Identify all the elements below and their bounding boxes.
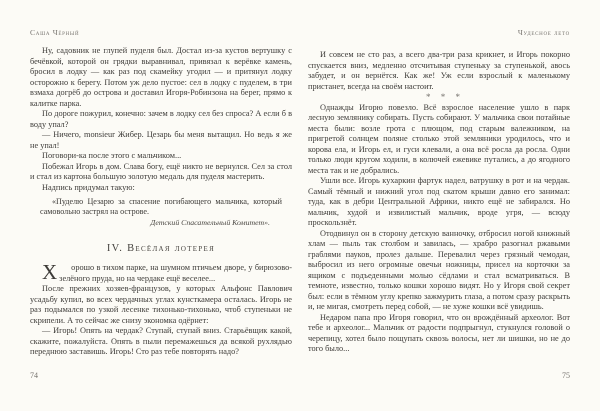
right-page [308, 0, 570, 411]
paragraph: Ну, садовник не глупей пуделя был. Достал из-за кустов вертушку с бечёвкой, которой он грядки выравнивал, привязал к верёвке камень, бросил в лодку — как раз под скамейку угодил — и притянул лодку осторожно к берегу. Потом уж дело пустое: сел в лодку с пуделем, в три взмаха догрёб до острова и доставил Игоря-Робинзона на берег, прямо к калитке парка. [30, 46, 292, 108]
paragraph: И совсем не сто раз, а всего два-три раза крикнет, и Игорь покорно спускается вниз, медленно отсчитывая ступеньку за ступенькой, авось забудет, и он вернётся. Как же! Уж если взрослый к маленькому пристанет, всегда на своём настоит. [308, 50, 570, 91]
medal-inscription-quote [40, 197, 282, 229]
paragraph: Побежал Игорь в дом. Слава богу, ещё никто не вернулся. Сел за стол и стал из картона большую золотую медаль для пуделя мастерить. [30, 161, 292, 181]
opening-paragraph [30, 260, 292, 285]
running-header-title: Чудесное лето [517, 28, 570, 37]
drop-cap-letter: Х [42, 260, 58, 285]
paragraph: По дороге пожурил, конечно: зачем в лодку сел без спроса? А если б в воду упал? [30, 109, 292, 129]
paragraph: После прежних хозяев-французов, у которых Альфонс Павлович усадьбу купил, во всех чердачных углах кунсткамера осталась. Игорь не раз подымался по узкой лесенке тихонько-тихонько, чтоб ступеньки не скрипели. А то сейчас же снизу экономка одёрнет: [30, 284, 292, 325]
right-page-text [308, 50, 570, 355]
dialogue-line: — Ничего, monsieur Жибер. Цезарь бы меня вытащил. Но ведь я же не упал! [30, 130, 292, 150]
inscription-text: «Пуделю Цезарю за спасение погибающего мальчика, который самовольно застрял на острове. [40, 197, 282, 217]
section-separator: * * * [426, 92, 464, 102]
paragraph: Недаром папа про Игоря говорил, что он врождённый археолог. Вот тебе и археолог... Мальчик от радости подпрыгнул, стукнулся головой о черепицу, хотел было пощупать сквозь волосы, нет ли шишки, но не до того было... [308, 312, 570, 353]
paragraph: Ушли все. Игорь кухаркин фартук надел, ватрушку в рот и на чердак. Самый тёмный и нижний угол под скатом крыши давно его занимал: туда, как в дебри Центральной Африки, никто ещё не забирался. Но мальчик, худой и извилистый мальчик, вроде угря, — всюду проскользнёт. [308, 176, 570, 227]
page-number-right: 75 [562, 371, 570, 380]
inscription-signature: Детский Спасательный Комитет». [150, 218, 270, 228]
opening-paragraph-text: орошо в тихом парке, на шумном птичьем дворе, у бирюзово-зелёного пруда, но на чердаке ещё веселее... [59, 263, 292, 283]
paragraph: Поговори-ка после этого с мальчиком... [42, 151, 182, 160]
dialogue-line: — Игорь! Опять на чердак? Ступай, ступай вниз. Старьёвщик какой, скажите, пожалуйста. Опять в пыли перемажешься да всякой рухлядью переднюю заставишь. Игорь! Сто раз тебе повторять надо? [30, 326, 292, 357]
paragraph: Отодвинул он в сторону детскую ванночку, отбросил ногой книжный хлам — пыль так столбом и завилась, — храбро разогнал ржавыми граблями пауков, пролез дальше. Перевалил через грязный чемодан, выбросил из него огромные овечьи ножницы, присел на корточки за ящиком с подъеденными молью сёдлами и стал всматриваться. В темноте, известно, только кошки хорошо видят. Но у Игоря свой секрет был: если в тёмном углу крепко зажмурить глаза, а потом сразу раскрыть и, не мигая, смотреть перед собой, — не хуже кошки всё увидишь. [308, 228, 570, 311]
chapter-heading: IV. Весёлая лотерея [106, 242, 216, 254]
running-header-author: Саша Чёрный [30, 28, 80, 37]
paragraph: Однажды Игорю повезло. Всё взрослое население ушло в парк лесную землянику собирать. Пусть собирают. У мальчика свои потайные места были: возле грота с плющом, под старым валежником, на пригретой солнцем поляне столько этой земляники уродилось, что и корова ела, и Игорь ел, и гуси клевали, а она всё росла да росла. Одни только люди кругом ходили, в колючей ежевике путались, а до ягодного места так и не добрались. [308, 102, 570, 175]
left-page-text [30, 46, 292, 358]
left-page [30, 0, 292, 411]
paragraph: Надпись придумал такую: [42, 182, 135, 192]
page-number-left: 74 [30, 371, 38, 380]
